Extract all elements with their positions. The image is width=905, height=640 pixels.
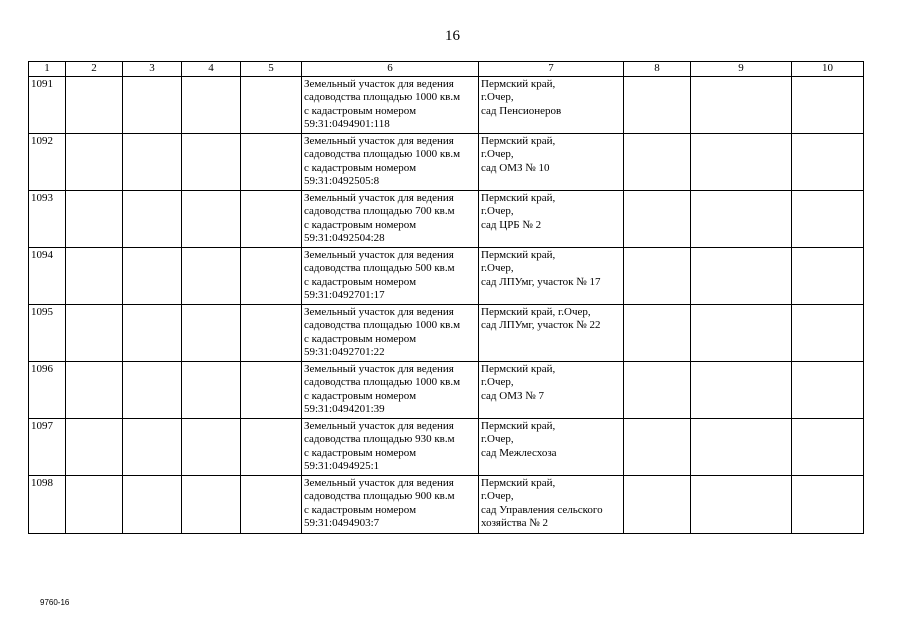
row-number: 1098 (29, 475, 66, 533)
empty-cell (691, 304, 792, 361)
table-row (29, 304, 864, 361)
empty-cell (624, 418, 691, 475)
empty-cell (241, 361, 302, 418)
empty-cell (792, 76, 864, 133)
empty-cell (66, 418, 123, 475)
empty-cell (241, 76, 302, 133)
empty-cell (792, 361, 864, 418)
empty-cell (624, 190, 691, 247)
empty-cell (792, 247, 864, 304)
empty-cell (66, 361, 123, 418)
empty-cell (691, 418, 792, 475)
column-header: 7 (479, 62, 624, 77)
empty-cell (691, 190, 792, 247)
empty-cell (792, 418, 864, 475)
empty-cell (241, 304, 302, 361)
empty-cell (182, 190, 241, 247)
column-header: 3 (123, 62, 182, 77)
empty-cell (182, 418, 241, 475)
empty-cell (66, 133, 123, 190)
empty-cell (182, 361, 241, 418)
empty-cell (624, 133, 691, 190)
empty-cell (123, 361, 182, 418)
empty-cell (123, 475, 182, 533)
empty-cell (241, 475, 302, 533)
empty-cell (792, 190, 864, 247)
column-header: 2 (66, 62, 123, 77)
empty-cell (123, 190, 182, 247)
column-header: 1 (29, 62, 66, 77)
empty-cell (624, 475, 691, 533)
empty-cell (624, 76, 691, 133)
empty-cell (691, 247, 792, 304)
empty-cell (182, 76, 241, 133)
property-address: Пермский край, г.Очер, сад ЛПУмг, участок № 17 (479, 247, 624, 304)
empty-cell (182, 133, 241, 190)
empty-cell (241, 247, 302, 304)
empty-cell (624, 304, 691, 361)
empty-cell (123, 304, 182, 361)
property-address: Пермский край, г.Очер, сад Пенсионеров (479, 76, 624, 133)
property-registry-table (28, 61, 864, 534)
column-header: 5 (241, 62, 302, 77)
empty-cell (182, 247, 241, 304)
empty-cell (691, 475, 792, 533)
empty-cell (241, 190, 302, 247)
empty-cell (241, 133, 302, 190)
property-description: Земельный участок для ведения садоводства площадью 1000 кв.м с кадастровым номером 59:31:0494201:39 (302, 361, 479, 418)
table-row (29, 76, 864, 133)
property-address: Пермский край, г.Очер, сад ОМЗ № 10 (479, 133, 624, 190)
column-header: 6 (302, 62, 479, 77)
property-description: Земельный участок для ведения садоводства площадью 1000 кв.м с кадастровым номером 59:31:0492505:8 (302, 133, 479, 190)
column-header: 8 (624, 62, 691, 77)
property-address: Пермский край, г.Очер, сад ЦРБ № 2 (479, 190, 624, 247)
table-row (29, 133, 864, 190)
empty-cell (66, 475, 123, 533)
empty-cell (182, 475, 241, 533)
table-row (29, 361, 864, 418)
property-description: Земельный участок для ведения садоводства площадью 900 кв.м с кадастровым номером 59:31:0494903:7 (302, 475, 479, 533)
row-number: 1095 (29, 304, 66, 361)
table-row (29, 475, 864, 533)
empty-cell (123, 247, 182, 304)
empty-cell (624, 361, 691, 418)
row-number: 1093 (29, 190, 66, 247)
empty-cell (66, 304, 123, 361)
column-header: 4 (182, 62, 241, 77)
property-address: Пермский край, г.Очер, сад ЛПУмг, участок № 22 (479, 304, 624, 361)
empty-cell (792, 475, 864, 533)
empty-cell (241, 418, 302, 475)
property-address: Пермский край, г.Очер, сад ОМЗ № 7 (479, 361, 624, 418)
empty-cell (624, 247, 691, 304)
empty-cell (182, 304, 241, 361)
property-address: Пермский край, г.Очер, сад Управления сельского хозяйства № 2 (479, 475, 624, 533)
empty-cell (691, 361, 792, 418)
property-description: Земельный участок для ведения садоводства площадью 500 кв.м с кадастровым номером 59:31:0492701:17 (302, 247, 479, 304)
column-header: 10 (792, 62, 864, 77)
row-number: 1096 (29, 361, 66, 418)
empty-cell (123, 76, 182, 133)
empty-cell (792, 133, 864, 190)
row-number: 1091 (29, 76, 66, 133)
document-code: 9760-16 (40, 598, 70, 607)
empty-cell (66, 190, 123, 247)
empty-cell (66, 76, 123, 133)
empty-cell (792, 304, 864, 361)
empty-cell (123, 418, 182, 475)
property-description: Земельный участок для ведения садоводства площадью 1000 кв.м с кадастровым номером 59:31:0494901:118 (302, 76, 479, 133)
property-description: Земельный участок для ведения садоводства площадью 930 кв.м с кадастровым номером 59:31:0494925:1 (302, 418, 479, 475)
property-description: Земельный участок для ведения садоводства площадью 1000 кв.м с кадастровым номером 59:31:0492701:22 (302, 304, 479, 361)
row-number: 1097 (29, 418, 66, 475)
empty-cell (66, 247, 123, 304)
table-row (29, 418, 864, 475)
property-address: Пермский край, г.Очер, сад Межлесхоза (479, 418, 624, 475)
row-number: 1094 (29, 247, 66, 304)
table-row (29, 190, 864, 247)
empty-cell (123, 133, 182, 190)
table-row (29, 247, 864, 304)
empty-cell (691, 76, 792, 133)
empty-cell (691, 133, 792, 190)
property-description: Земельный участок для ведения садоводства площадью 700 кв.м с кадастровым номером 59:31:0492504:28 (302, 190, 479, 247)
column-header-row (29, 62, 864, 77)
page-number: 16 (445, 28, 460, 44)
column-header: 9 (691, 62, 792, 77)
row-number: 1092 (29, 133, 66, 190)
